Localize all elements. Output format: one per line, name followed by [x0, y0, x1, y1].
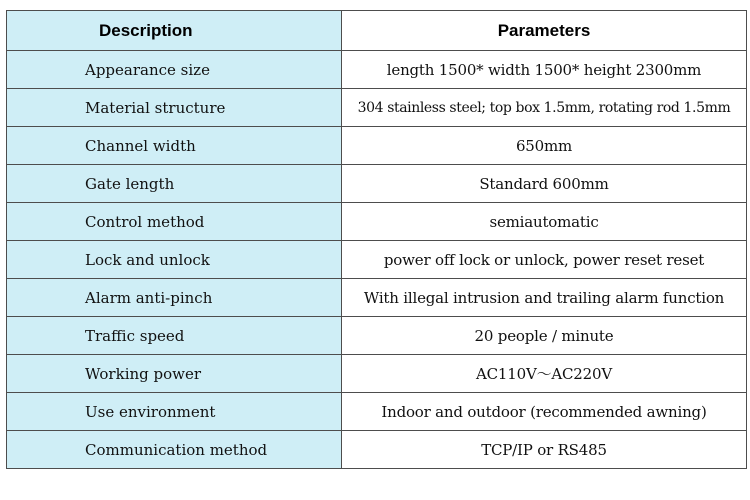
row-parameter: Standard 600mm	[342, 165, 747, 203]
header-description: Description	[7, 11, 342, 51]
row-parameter: length 1500* width 1500* height 2300mm	[342, 51, 747, 89]
table-row	[7, 89, 747, 127]
row-description: Lock and unlock	[7, 241, 342, 279]
row-parameter: 650mm	[342, 127, 747, 165]
table-row	[7, 51, 747, 89]
row-description: Gate length	[7, 165, 342, 203]
row-parameter: TCP/IP or RS485	[342, 431, 747, 469]
row-description: Use environment	[7, 393, 342, 431]
table-row	[7, 127, 747, 165]
row-description: Appearance size	[7, 51, 342, 89]
row-parameter: power off lock or unlock, power reset reset	[342, 241, 747, 279]
header-parameters: Parameters	[342, 11, 747, 51]
row-description: Channel width	[7, 127, 342, 165]
table-row	[7, 431, 747, 469]
table-row	[7, 165, 747, 203]
table-row	[7, 279, 747, 317]
row-description: Traffic speed	[7, 317, 342, 355]
row-parameter: AC110V～AC220V	[342, 355, 747, 393]
row-parameter: semiautomatic	[342, 203, 747, 241]
table-row	[7, 203, 747, 241]
row-parameter: With illegal intrusion and trailing alarm function	[342, 279, 747, 317]
row-description: Control method	[7, 203, 342, 241]
table-row	[7, 241, 747, 279]
row-description: Alarm anti-pinch	[7, 279, 342, 317]
specification-table	[6, 10, 747, 469]
table-row	[7, 393, 747, 431]
row-parameter: 20 people / minute	[342, 317, 747, 355]
table-header-row	[7, 11, 747, 51]
row-description: Working power	[7, 355, 342, 393]
table-row	[7, 355, 747, 393]
row-description: Material structure	[7, 89, 342, 127]
row-description: Communication method	[7, 431, 342, 469]
row-parameter: 304 stainless steel; top box 1.5mm, rotating rod 1.5mm	[342, 89, 747, 127]
table-row	[7, 317, 747, 355]
row-parameter: Indoor and outdoor (recommended awning)	[342, 393, 747, 431]
